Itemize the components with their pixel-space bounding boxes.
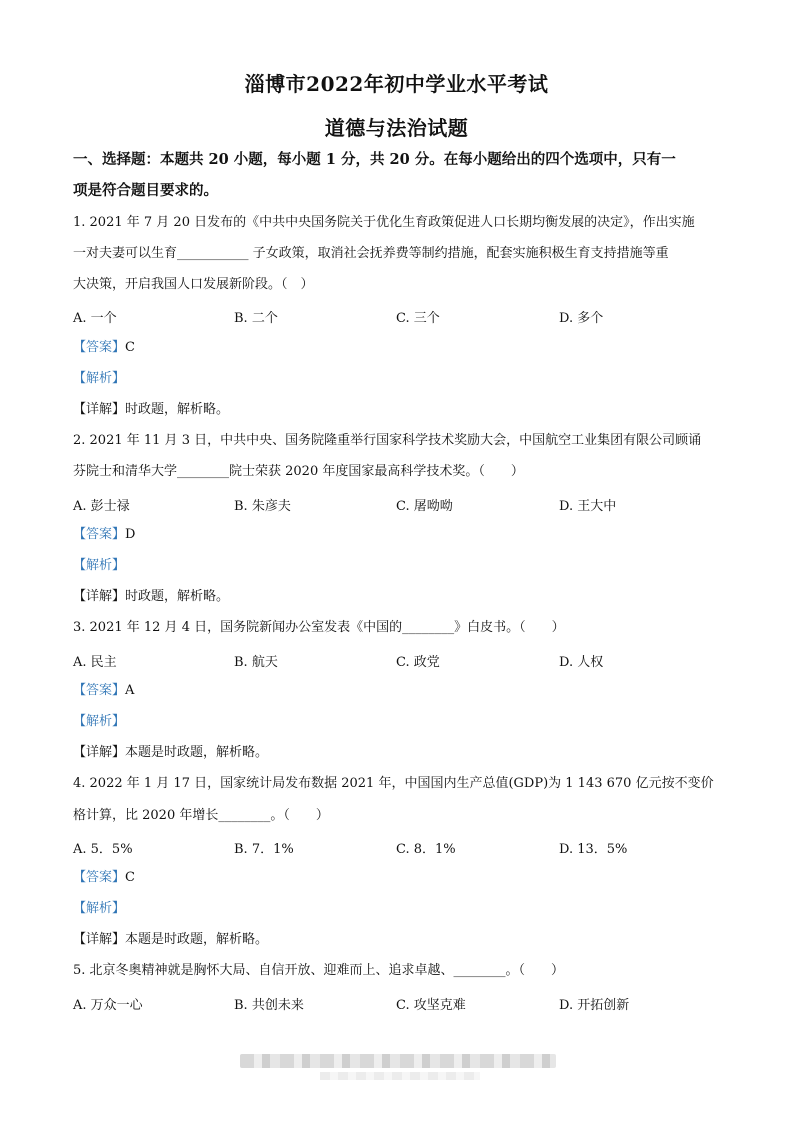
- question-1-option-b: B. 二个: [234, 311, 278, 326]
- question-2-options: [73, 495, 725, 513]
- analysis-tag: 【解析】: [73, 714, 126, 729]
- question-5-option-c: C. 攻坚克难: [396, 998, 466, 1013]
- question-4-option-b: B. 7．1%: [234, 842, 294, 857]
- question-4-analysis: [73, 900, 725, 918]
- question-5-option-b: B. 共创未来: [234, 998, 304, 1013]
- blurred-watermark: [240, 1054, 556, 1068]
- question-1-line-1: 1. 2021 年 7 月 20 日发布的《中共中央国务院关于优化生育政策促进人口长期均衡发展的决定》，作出实施: [73, 215, 695, 230]
- section-heading-line-2: 项是符合题目要求的。: [73, 182, 218, 199]
- analysis-tag: 【解析】: [73, 371, 126, 386]
- question-4-option-a: A. 5．5%: [73, 842, 133, 857]
- question-5-options: [73, 994, 725, 1012]
- detail-tag: 【详解】: [73, 589, 126, 604]
- question-1-line-2: 一对夫妻可以生育___________ 子女政策，取消社会抚养费等制约措施，配套实施积极生育支持措施等重: [73, 246, 669, 261]
- page-subtitle: 道德与法治试题: [324, 116, 469, 140]
- answer-tag: 【答案】: [73, 340, 126, 355]
- detail-tag: 【详解】: [73, 745, 126, 760]
- detail-text: 时政题，解析略。: [125, 402, 230, 417]
- answer-value: C: [125, 870, 135, 885]
- question-3-option-d: D. 人权: [559, 655, 604, 670]
- question-2-line-2: 芬院士和清华大学________院士荣获 2020 年度国家最高科学技术奖。（ ）: [73, 464, 524, 479]
- question-4-detail: [73, 931, 725, 949]
- question-3-option-c: C. 政党: [396, 655, 440, 670]
- answer-value: D: [125, 527, 136, 542]
- answer-tag: 【答案】: [73, 527, 126, 542]
- question-1-answer: [73, 339, 725, 357]
- answer-value: A: [125, 683, 135, 698]
- question-4-option-c: C. 8．1%: [396, 842, 456, 857]
- question-3-analysis: [73, 713, 725, 731]
- question-1-detail: [73, 401, 725, 419]
- question-3-detail: [73, 744, 725, 762]
- detail-text: 本题是时政题，解析略。: [125, 932, 269, 947]
- question-4-line-2: 格计算，比 2020 年增长________。（ ）: [73, 808, 329, 823]
- detail-tag: 【详解】: [73, 932, 126, 947]
- question-3-option-a: A. 民主: [73, 655, 117, 670]
- question-1-line-3: 大决策，开启我国人口发展新阶段。（ ）: [73, 277, 314, 292]
- question-4-option-d: D. 13．5%: [559, 842, 628, 857]
- detail-text: 时政题，解析略。: [125, 589, 230, 604]
- question-2-analysis: [73, 557, 725, 575]
- question-1-option-c: C. 三个: [396, 311, 440, 326]
- question-2-option-b: B. 朱彦夫: [234, 499, 291, 514]
- question-1-option-a: A. 一个: [73, 311, 117, 326]
- question-3-line-1: 3. 2021 年 12 月 4 日，国务院新闻办公室发表《中国的________》白皮书。（ ）: [73, 620, 565, 635]
- question-1-options: [73, 307, 725, 325]
- analysis-tag: 【解析】: [73, 558, 126, 573]
- question-2-option-a: A. 彭士禄: [73, 499, 130, 514]
- question-5-line-1: 5. 北京冬奥精神就是胸怀大局、自信开放、迎难而上、追求卓越、________。（ ）: [73, 963, 565, 978]
- question-2-line-1: 2. 2021 年 11 月 3 日，中共中央、国务院隆重举行国家科学技术奖励大会，中国航空工业集团有限公司顾诵: [73, 433, 702, 448]
- question-2-option-c: C. 屠呦呦: [396, 499, 453, 514]
- question-1-option-d: D. 多个: [559, 311, 604, 326]
- detail-tag: 【详解】: [73, 402, 126, 417]
- analysis-tag: 【解析】: [73, 901, 126, 916]
- question-3-option-b: B. 航天: [234, 655, 278, 670]
- answer-value: C: [125, 340, 135, 355]
- answer-tag: 【答案】: [73, 870, 126, 885]
- question-5-option-a: A. 万众一心: [73, 998, 143, 1013]
- question-2-option-d: D. 王大中: [559, 499, 617, 514]
- question-2-detail: [73, 588, 725, 606]
- question-4-answer: [73, 869, 725, 887]
- answer-tag: 【答案】: [73, 683, 126, 698]
- question-3-answer: [73, 682, 725, 700]
- page-title: 淄博市2022年初中学业水平考试: [244, 72, 549, 96]
- question-1-analysis: [73, 370, 725, 388]
- question-3-options: [73, 651, 725, 669]
- question-2-answer: [73, 526, 725, 544]
- blurred-watermark-subline: [320, 1072, 480, 1080]
- question-4-line-1: 4. 2022 年 1 月 17 日，国家统计局发布数据 2021 年，中国国内生产总值(GDP)为 1 143 670 亿元按不变价: [73, 776, 714, 791]
- question-4-options: [73, 838, 725, 856]
- question-5-option-d: D. 开拓创新: [559, 998, 630, 1013]
- section-heading-line-1: 一、选择题：本题共 20 小题，每小题 1 分，共 20 分。在每小题给出的四个选项中，只有一: [73, 151, 676, 168]
- detail-text: 本题是时政题，解析略。: [125, 745, 269, 760]
